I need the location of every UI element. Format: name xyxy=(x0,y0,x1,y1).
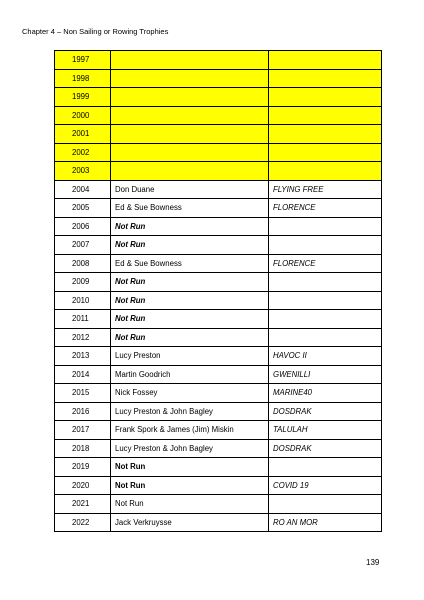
table-row xyxy=(55,439,382,458)
boat-name-cell xyxy=(269,143,382,162)
table-row xyxy=(55,310,382,329)
winner-name-cell: Ed & Sue Bowness xyxy=(111,199,269,218)
year-cell: 2012 xyxy=(55,328,111,347)
boat-name-cell: MARINE40 xyxy=(269,384,382,403)
boat-name-cell: FLORENCE xyxy=(269,254,382,273)
year-cell: 2016 xyxy=(55,402,111,421)
boat-name-cell xyxy=(269,69,382,88)
page-header: Chapter 4 – Non Sailing or Rowing Trophies xyxy=(22,27,169,36)
year-cell: 2004 xyxy=(55,180,111,199)
year-cell: 1997 xyxy=(55,51,111,70)
table-row xyxy=(55,236,382,255)
table-row xyxy=(55,328,382,347)
boat-name-cell xyxy=(269,217,382,236)
table-row xyxy=(55,51,382,70)
boat-name-cell: RO AN MOR xyxy=(269,513,382,532)
winner-name-cell xyxy=(111,69,269,88)
winner-name-cell xyxy=(111,88,269,107)
boat-name-cell xyxy=(269,162,382,181)
table-row xyxy=(55,347,382,366)
year-cell: 2008 xyxy=(55,254,111,273)
table-row xyxy=(55,365,382,384)
winner-name-cell: Not Run xyxy=(111,328,269,347)
year-cell: 2005 xyxy=(55,199,111,218)
year-cell: 2000 xyxy=(55,106,111,125)
boat-name-cell xyxy=(269,495,382,514)
boat-name-cell xyxy=(269,51,382,70)
boat-name-cell xyxy=(269,328,382,347)
year-cell: 2011 xyxy=(55,310,111,329)
table-row xyxy=(55,513,382,532)
table-row xyxy=(55,291,382,310)
boat-name-cell xyxy=(269,106,382,125)
year-cell: 2015 xyxy=(55,384,111,403)
table-row xyxy=(55,180,382,199)
year-cell: 2006 xyxy=(55,217,111,236)
boat-name-cell xyxy=(269,273,382,292)
table-row xyxy=(55,143,382,162)
winner-name-cell: Not Run xyxy=(111,217,269,236)
boat-name-cell: DOSDRAK xyxy=(269,439,382,458)
table-row xyxy=(55,384,382,403)
year-cell: 2007 xyxy=(55,236,111,255)
winner-name-cell: Not Run xyxy=(111,291,269,310)
boat-name-cell: FLORENCE xyxy=(269,199,382,218)
year-cell: 2017 xyxy=(55,421,111,440)
boat-name-cell xyxy=(269,458,382,477)
winner-name-cell: Not Run xyxy=(111,273,269,292)
table-row xyxy=(55,106,382,125)
year-cell: 2013 xyxy=(55,347,111,366)
trophy-winners-table xyxy=(54,50,382,532)
boat-name-cell xyxy=(269,125,382,144)
boat-name-cell xyxy=(269,310,382,329)
winner-name-cell: Ed & Sue Bowness xyxy=(111,254,269,273)
boat-name-cell: COVID 19 xyxy=(269,476,382,495)
winner-name-cell: Not Run xyxy=(111,476,269,495)
table-row xyxy=(55,254,382,273)
winner-name-cell: Nick Fossey xyxy=(111,384,269,403)
winner-name-cell: Don Duane xyxy=(111,180,269,199)
year-cell: 1999 xyxy=(55,88,111,107)
year-cell: 2002 xyxy=(55,143,111,162)
table-row xyxy=(55,458,382,477)
table-row xyxy=(55,125,382,144)
boat-name-cell xyxy=(269,236,382,255)
winner-name-cell: Jack Verkruysse xyxy=(111,513,269,532)
table-body xyxy=(55,51,382,532)
table-row xyxy=(55,402,382,421)
winner-name-cell xyxy=(111,51,269,70)
year-cell: 2003 xyxy=(55,162,111,181)
table-row xyxy=(55,88,382,107)
year-cell: 2010 xyxy=(55,291,111,310)
table-row xyxy=(55,69,382,88)
year-cell: 2001 xyxy=(55,125,111,144)
year-cell: 2009 xyxy=(55,273,111,292)
year-cell: 1998 xyxy=(55,69,111,88)
year-cell: 2019 xyxy=(55,458,111,477)
table-row xyxy=(55,217,382,236)
boat-name-cell: GWENILLI xyxy=(269,365,382,384)
winner-name-cell: Martin Goodrich xyxy=(111,365,269,384)
year-cell: 2021 xyxy=(55,495,111,514)
page-number: 139 xyxy=(366,558,380,567)
boat-name-cell: DOSDRAK xyxy=(269,402,382,421)
year-cell: 2020 xyxy=(55,476,111,495)
winner-name-cell: Not Run xyxy=(111,310,269,329)
boat-name-cell: FLYING FREE xyxy=(269,180,382,199)
winner-name-cell: Lucy Preston & John Bagley xyxy=(111,402,269,421)
table-row xyxy=(55,162,382,181)
winner-name-cell: Not Run xyxy=(111,458,269,477)
winner-name-cell: Lucy Preston xyxy=(111,347,269,366)
winner-name-cell xyxy=(111,106,269,125)
winner-name-cell xyxy=(111,125,269,144)
year-cell: 2022 xyxy=(55,513,111,532)
winner-name-cell xyxy=(111,162,269,181)
table-row xyxy=(55,476,382,495)
year-cell: 2014 xyxy=(55,365,111,384)
winner-name-cell: Not Run xyxy=(111,236,269,255)
table-row xyxy=(55,273,382,292)
table-row xyxy=(55,495,382,514)
year-cell: 2018 xyxy=(55,439,111,458)
boat-name-cell: TALULAH xyxy=(269,421,382,440)
winner-name-cell: Not Run xyxy=(111,495,269,514)
boat-name-cell xyxy=(269,88,382,107)
table-row xyxy=(55,421,382,440)
winner-name-cell: Frank Spork & James (Jim) Miskin xyxy=(111,421,269,440)
table-row xyxy=(55,199,382,218)
boat-name-cell xyxy=(269,291,382,310)
winner-name-cell xyxy=(111,143,269,162)
boat-name-cell: HAVOC II xyxy=(269,347,382,366)
winner-name-cell: Lucy Preston & John Bagley xyxy=(111,439,269,458)
